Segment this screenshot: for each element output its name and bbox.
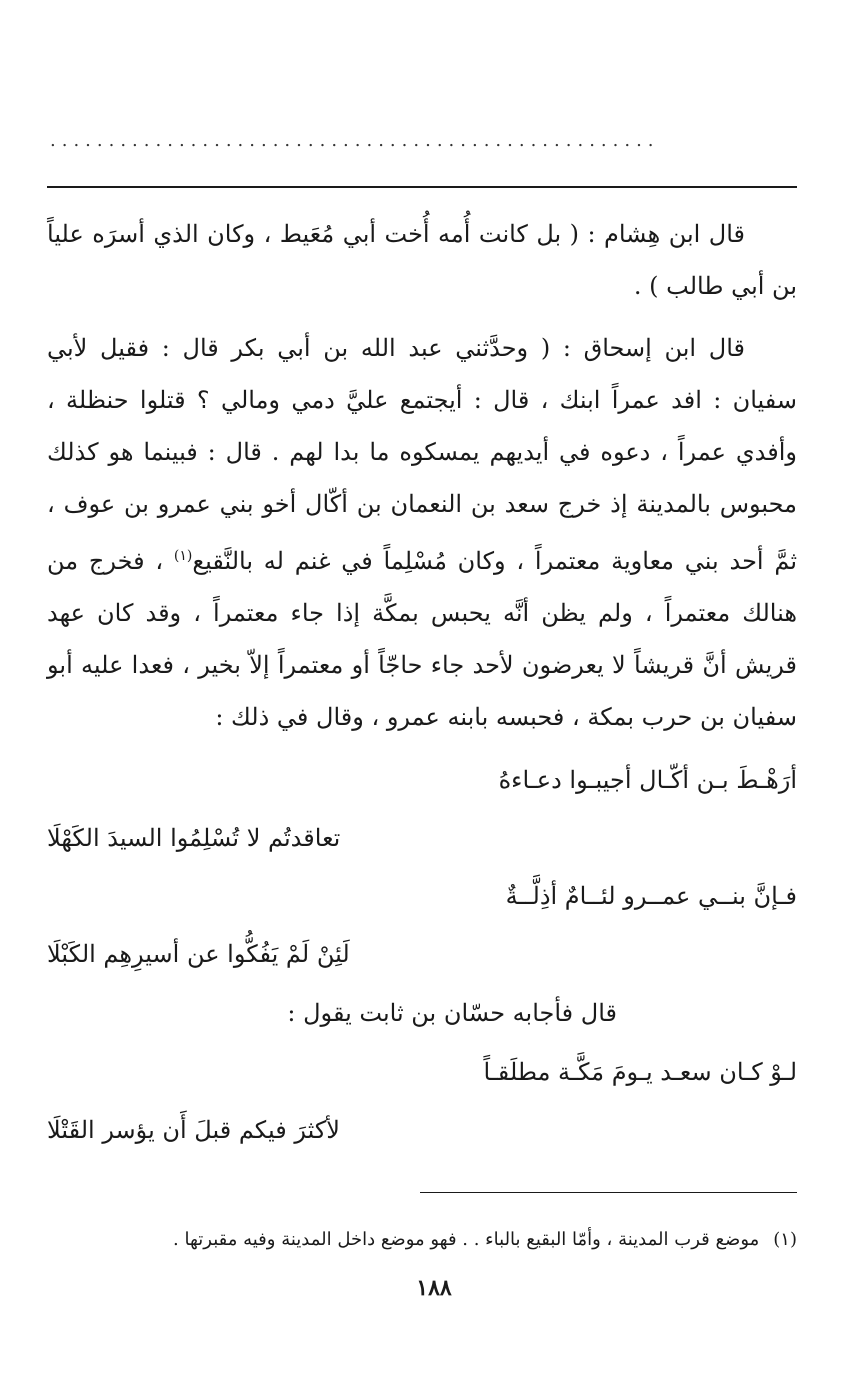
footnote: [47, 1226, 797, 1254]
main-text: [47, 208, 797, 1159]
page-number: ١٨٨: [416, 1275, 452, 1301]
footnote-marker: (١): [173, 548, 193, 564]
header-dotted-line: ....................................................: [50, 130, 660, 151]
footnote-rule: [420, 1192, 797, 1193]
footnote-number: (١): [773, 1229, 797, 1250]
verse-1-first-hemistich: أرَهْـطَ بـن أكّـال أجيبـوا دعـاءهُ: [498, 766, 797, 794]
verse-1-second-hemistich: تعاقدتُم لا تُسْلِمُوا السيدَ الكَهْلَا: [47, 824, 341, 852]
paragraph-2: [47, 322, 797, 743]
verse-2-first-hemistich: فـإنَّ بنــي عمــرو لئــامٌ أذِلَّــةٌ: [505, 882, 797, 910]
paragraph-2-part-2: ، فخرج من هنالك معتمراً ، ولم يظن أنَّه يحبس بمكَّة إذا جاء معتمراً ، وقد كان عهد قريش أنَّ قريشاً لا يعرضون لأحد جاء حاجّاً أو معتمراً إلاّ بخير ، فعدا عليه أبو سفيان بن حرب بمكة ، فحبسه بابنه عمرو ، وقال في ذلك :: [47, 547, 797, 731]
reply-introduction: قال فأجابه حسّان بن ثابت يقول :: [287, 999, 617, 1027]
verse-2-second-hemistich: لَئِنْ لَمْ يَفُكُّوا عن أسيرِهِم الكَبْلَا: [47, 940, 350, 968]
paragraph-2-part-1: قال ابن إسحاق : ( وحدَّثني عبد الله بن أبي بكر قال : فقيل لأبي سفيان : افد عمراً ابنك ، قال : أيجتمع عليَّ دمي ومالي ؟ قتلوا حنظلة ، وأفدي عمراً ، دعوه في أيديهم يمسكوه ما بدا لهم . قال : فبينما هو كذلك محبوس بالمدينة إذ خرج سعد بن النعمان بن أكّال أخو بني عمرو بن عوف ، ثمَّ أحد بني معاوية معتمراً ، وكان مُسْلِماً في غنم له بالنَّقيع: [47, 334, 798, 575]
paragraph-1: قال ابن هِشام : ( بل كانت أُمه أُخت أبي مُعَيط ، وكان الذي أسرَه علياً بن أبي طالب ) .: [47, 220, 797, 300]
verse-3-first-hemistich: لـوْ كـان سعـد يـومَ مَكَّـة مطلَقـاً: [483, 1058, 797, 1086]
verse-3-second-hemistich: لأكثرَ فيكم قبلَ أَن يؤسر القَتْلَا: [47, 1116, 340, 1144]
header-rule: [47, 186, 797, 188]
footnote-text: موضع قرب المدينة ، وأمّا البقيع بالباء . . فهو موضع داخل المدينة وفيه مقبرتها .: [173, 1229, 760, 1250]
